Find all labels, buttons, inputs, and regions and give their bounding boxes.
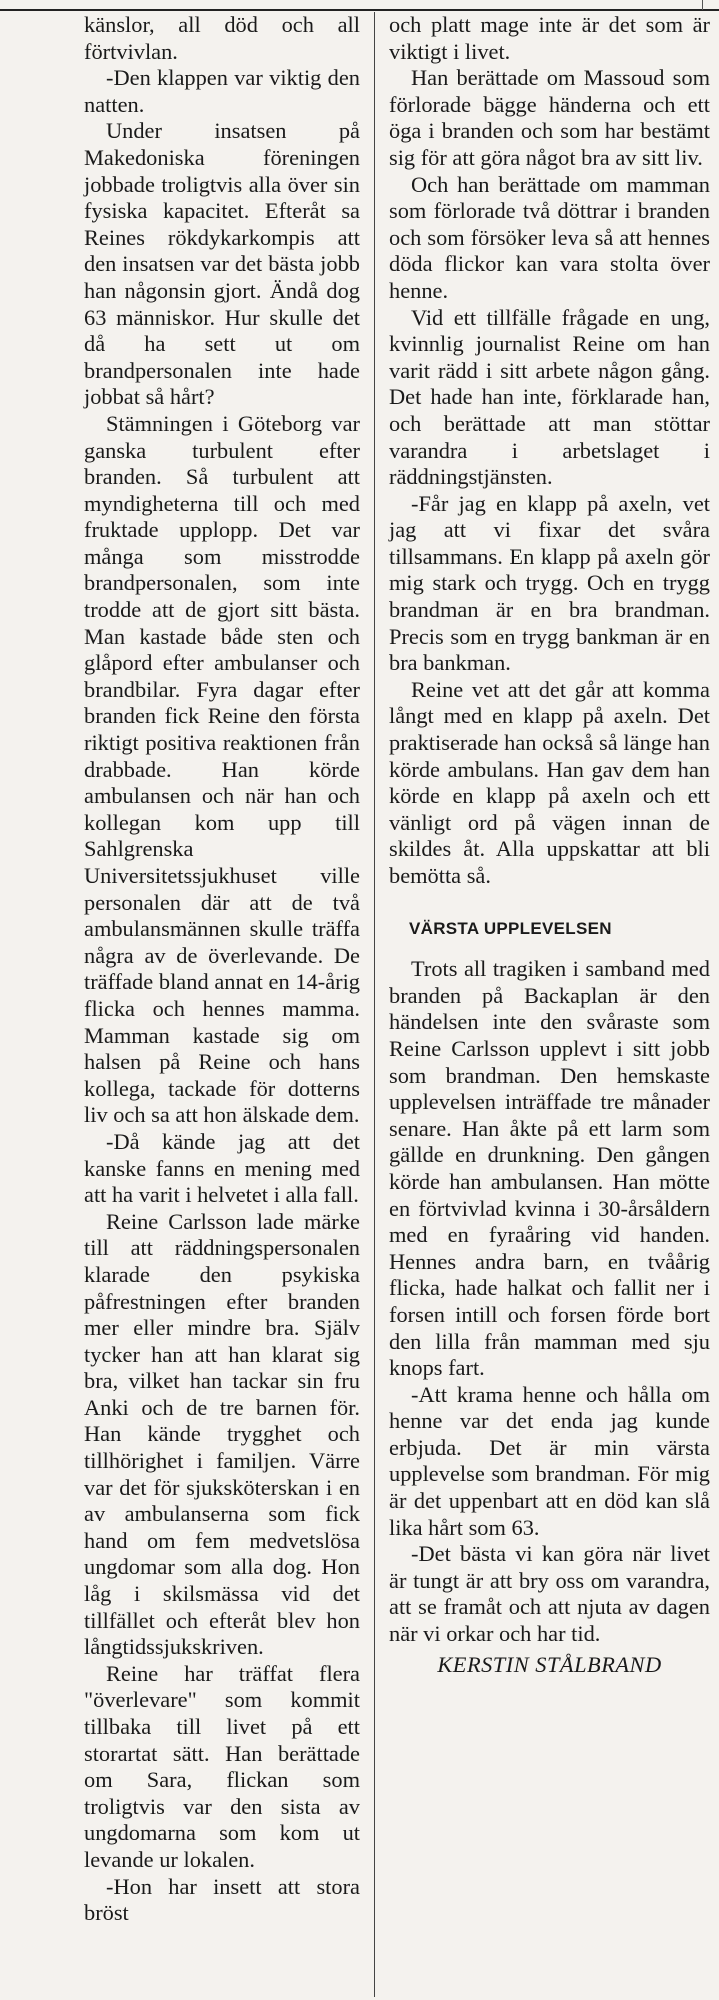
paragraph: -Den klappen var viktig den natten. bbox=[84, 65, 360, 117]
paragraph: -Det bästa vi kan göra när livet är tungt är att bry oss om varandra, att se framåt och att njuta av dagen när vi orkar och har tid. bbox=[389, 1541, 710, 1647]
paragraph: känslor, all död och all förtvivlan. bbox=[84, 12, 360, 64]
paragraph: -Hon har insett att stora bröst bbox=[84, 1873, 360, 1926]
paragraph: Under insatsen på Makedoniska föreningen jobbade troligtvis alla över sin fysiska kapacitet. Efteråt sa Reines rökdykarkompis att den insatsen var det bästa jobb han någonsin gjort. Ändå dog 63 människor. Hur skulle det då ha sett ut om brandpersonalen inte hade jobbat så hårt? bbox=[84, 118, 360, 410]
corner-mark bbox=[702, 0, 713, 10]
paragraph: Reine vet att det går att komma långt med en klapp på axeln. Det praktiserade han också så länge han körde ambulans. Han gav dem han körde en klapp på axeln och ett vänligt ord på vägen innan de skildes åt. Alla uppskattar att bli bemötta så. bbox=[389, 676, 710, 888]
column-divider bbox=[374, 12, 375, 1997]
author-byline: KERSTIN STÅLBRAND bbox=[437, 1651, 662, 1677]
article-page bbox=[0, 12, 719, 2000]
paragraph: och platt mage inte är det som är viktigt i livet. bbox=[389, 12, 710, 64]
paragraph: Reine har träffat flera "överlevare" som kommit tillbaka till livet på ett storartat sätt. Han berättade om Sara, flickan som troligtvis var den sista av ungdomarna som kom ut levande ur lokalen. bbox=[84, 1660, 360, 1872]
paragraph: Vid ett tillfälle frågade en ung, kvinnlig journalist Reine om han varit rädd i sitt arbete någon gång. Det hade han inte, förklarade han, och berättade att man stöttar varandra i arbetslaget i räddningstjänsten. bbox=[389, 304, 710, 490]
paragraph: -Då kände jag att det kanske fanns en mening med att ha varit i helvetet i alla fall. bbox=[84, 1128, 360, 1208]
paragraph: -Att krama henne och hålla om henne var det enda jag kunde erbjuda. Det är min värsta upplevelse som brandman. För mig är det uppenbart att en död kan slå lika hårt som 63. bbox=[389, 1381, 710, 1540]
paragraph: Och han berättade om mamman som förlorade två döttrar i branden och som försöker leva så att hennes döda flickor kan vara stolta över henne. bbox=[389, 171, 710, 303]
right-column bbox=[389, 12, 710, 2000]
paragraph: Han berättade om Massoud som förlorade bägge händerna och ett öga i branden och som har bestämt sig för att göra något bra av sitt liv. bbox=[389, 65, 710, 170]
left-column bbox=[84, 12, 360, 2000]
paragraph: -Får jag en klapp på axeln, vet jag att vi fixar det svåra tillsammans. En klapp på axeln gör mig stark och trygg. Och en trygg brandman är en bra brandman. Precis som en trygg bankman är en bra bankman. bbox=[389, 490, 710, 676]
top-rule bbox=[0, 9, 719, 11]
section-subhead: VÄRSTA UPPLEVELSEN bbox=[409, 918, 612, 938]
paragraph: Reine Carlsson lade märke till att räddningspersonalen klarade den psykiska påfrestningen efter branden mer eller mindre bra. Själv tycker han att han klarat sig bra, vilket han tackar sin fru Anki och de tre barnen för. Han kände trygghet och tillhörighet i familjen. Värre var det för sjuksköterskan i en av ambulanserna som fick hand om fem medvetslösa ungdomar som alla dog. Hon låg i skilsmässa vid det tillfället och efteråt blev hon långtidssjukskriven. bbox=[84, 1208, 360, 1660]
paragraph: Stämningen i Göteborg var ganska turbulent efter branden. Så turbulent att myndigheterna till och med fruktade upplopp. Det var många som misstrodde brandpersonalen, som inte trodde att de gjort sitt bästa. Man kastade både sten och glåpord efter ambulanser och brandbilar. Fyra dagar efter branden fick Reine den första riktigt positiva reaktionen från drabbade. Han körde ambulansen och när han och kollegan kom upp till Sahlgrenska Universitetssjukhuset ville personalen där att de två ambulansmännen skulle träffa några av de överlevande. De träffade bland annat en 14-årig flicka och hennes mamma. Mamman kastade sig om halsen på Reine och hans kollega, tackade för dotterns liv och sa att hon älskade dem. bbox=[84, 410, 360, 1128]
paragraph: Trots all tragiken i samband med branden på Backaplan är den händelsen inte den svåraste som Reine Carlsson upplevt i sitt jobb som brandman. Den hemskaste upplevelsen inträffade tre månader senare. Han åkte på ett larm som gällde en drunkning. Den gången körde han ambulansen. Han mötte en förtvivlad kvinna i 30-årsåldern med en fyraåring vid handen. Hennes andra barn, en tvåårig flicka, hade halkat och fallit ner i forsen intill och forsen förde bort den lilla från mamman med sju knops fart. bbox=[389, 956, 710, 1381]
